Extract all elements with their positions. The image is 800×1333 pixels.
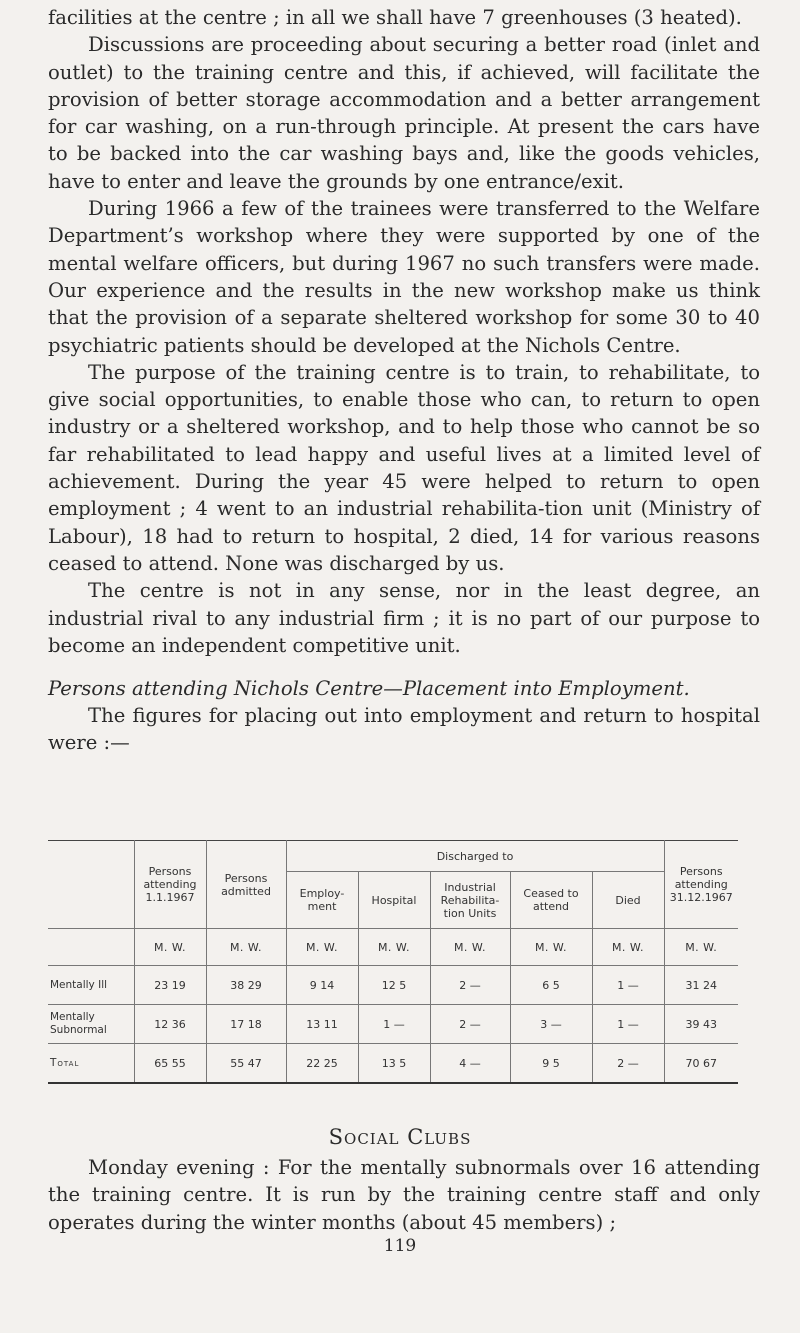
table-cell: 70 67 (664, 1044, 738, 1084)
paragraph-3: During 1966 a few of the trainees were transferred to the Welfare Department’s workshop where they were supported by one of the mental welfare officers, but during 1967 no such transfers were made. Our experience and the results in the new workshop make us think that the provision of a separate sheltered workshop for some 30 to 40 psychiatric patients should be developed at the Nichols Centre. (48, 197, 760, 357)
paragraph-1: facilities at the centre ; in all we shall have 7 greenhouses (3 heated). (48, 6, 742, 29)
header-attending-start: Persons attending 1.1.1967 (134, 841, 206, 929)
row-label: Total (48, 1044, 134, 1084)
table-cell: 6 5 (510, 966, 592, 1005)
table-intro: The figures for placing out into employment and return to hospital were :— (48, 704, 760, 755)
mw-label: M. W. (134, 929, 206, 966)
header-blank (48, 841, 134, 929)
mw-label: M. W. (430, 929, 510, 966)
table-cell: 22 25 (286, 1044, 358, 1084)
page-number: 119 (383, 1236, 417, 1256)
table-cell: 1 — (358, 1005, 430, 1044)
table-cell: 13 5 (358, 1044, 430, 1084)
social-clubs-section (48, 1154, 760, 1236)
row-label: Mentally Subnormal (48, 1005, 134, 1044)
mw-label: M. W. (592, 929, 664, 966)
paragraph-4: The purpose of the training centre is to train, to rehabilitate, to give social opportunities, to enable those who can, to return to open industry or a sheltered workshop, and to help those who cannot be so far rehabilitated to lead happy and useful lives at a limited level of achievement. During the year 45 were helped to return to open employment ; 4 went to an industrial rehabilita-tion unit (Ministry of Labour), 18 had to return to hospital, 2 died, 14 for various reasons ceased to attend. None was discharged by us. (48, 360, 760, 575)
social-clubs-title: Social Clubs (328, 1125, 472, 1149)
table-cell: 13 11 (286, 1005, 358, 1044)
table-cell: 1 — (592, 966, 664, 1005)
header-employment: Employ-ment (286, 872, 358, 929)
table-cell: 12 5 (358, 966, 430, 1005)
table-cell: 17 18 (206, 1005, 286, 1044)
mw-label: M. W. (664, 929, 738, 966)
row-label: Mentally Ill (48, 966, 134, 1005)
table-cell: 9 5 (510, 1044, 592, 1084)
placement-table (48, 840, 738, 1084)
mw-label: M. W. (286, 929, 358, 966)
header-ceased: Ceased to attend (510, 872, 592, 929)
table-cell: 23 19 (134, 966, 206, 1005)
table-cell: 2 — (430, 966, 510, 1005)
mw-label: M. W. (510, 929, 592, 966)
table-cell: 2 — (592, 1044, 664, 1084)
header-discharged-to: Discharged to (286, 841, 664, 872)
section-heading: Persons attending Nichols Centre—Placement into Employment. (48, 677, 690, 701)
header-attending-end: Persons attending 31.12.1967 (664, 841, 738, 929)
header-hospital: Hospital (358, 872, 430, 929)
mw-blank (48, 929, 134, 966)
mw-label: M. W. (206, 929, 286, 966)
header-died: Died (592, 872, 664, 929)
table-row (48, 1005, 738, 1044)
social-clubs-text: Monday evening : For the mentally subnormals over 16 attending the training centre. It is run by the training centre staff and only operates during the winter months (about 45 members) ; (48, 1156, 760, 1234)
table-cell: 65 55 (134, 1044, 206, 1084)
mw-label: M. W. (358, 929, 430, 966)
table-row-total (48, 1044, 738, 1084)
paragraph-5: The centre is not in any sense, nor in the least degree, an industrial rival to any industrial firm ; it is no part of our purpose to become an independent competitive unit. (48, 579, 760, 657)
table-row (48, 966, 738, 1005)
table-cell: 1 — (592, 1005, 664, 1044)
table-cell: 31 24 (664, 966, 738, 1005)
table-cell: 55 47 (206, 1044, 286, 1084)
body-text (48, 4, 760, 757)
table-cell: 38 29 (206, 966, 286, 1005)
header-admitted: Persons admitted (206, 841, 286, 929)
table-cell: 9 14 (286, 966, 358, 1005)
table-cell: 4 — (430, 1044, 510, 1084)
header-industrial: Industrial Rehabilita-tion Units (430, 872, 510, 929)
table-cell: 39 43 (664, 1005, 738, 1044)
table-cell: 12 36 (134, 1005, 206, 1044)
table-cell: 3 — (510, 1005, 592, 1044)
table-cell: 2 — (430, 1005, 510, 1044)
paragraph-2: Discussions are proceeding about securing a better road (inlet and outlet) to the training centre and this, if achieved, will facilitate the provision of better storage accommodation and a better arrangement for car washing, on a run-through principle. At present the cars have to be backed into the car washing bays and, like the goods vehicles, have to enter and leave the grounds by one entrance/exit. (48, 33, 760, 193)
